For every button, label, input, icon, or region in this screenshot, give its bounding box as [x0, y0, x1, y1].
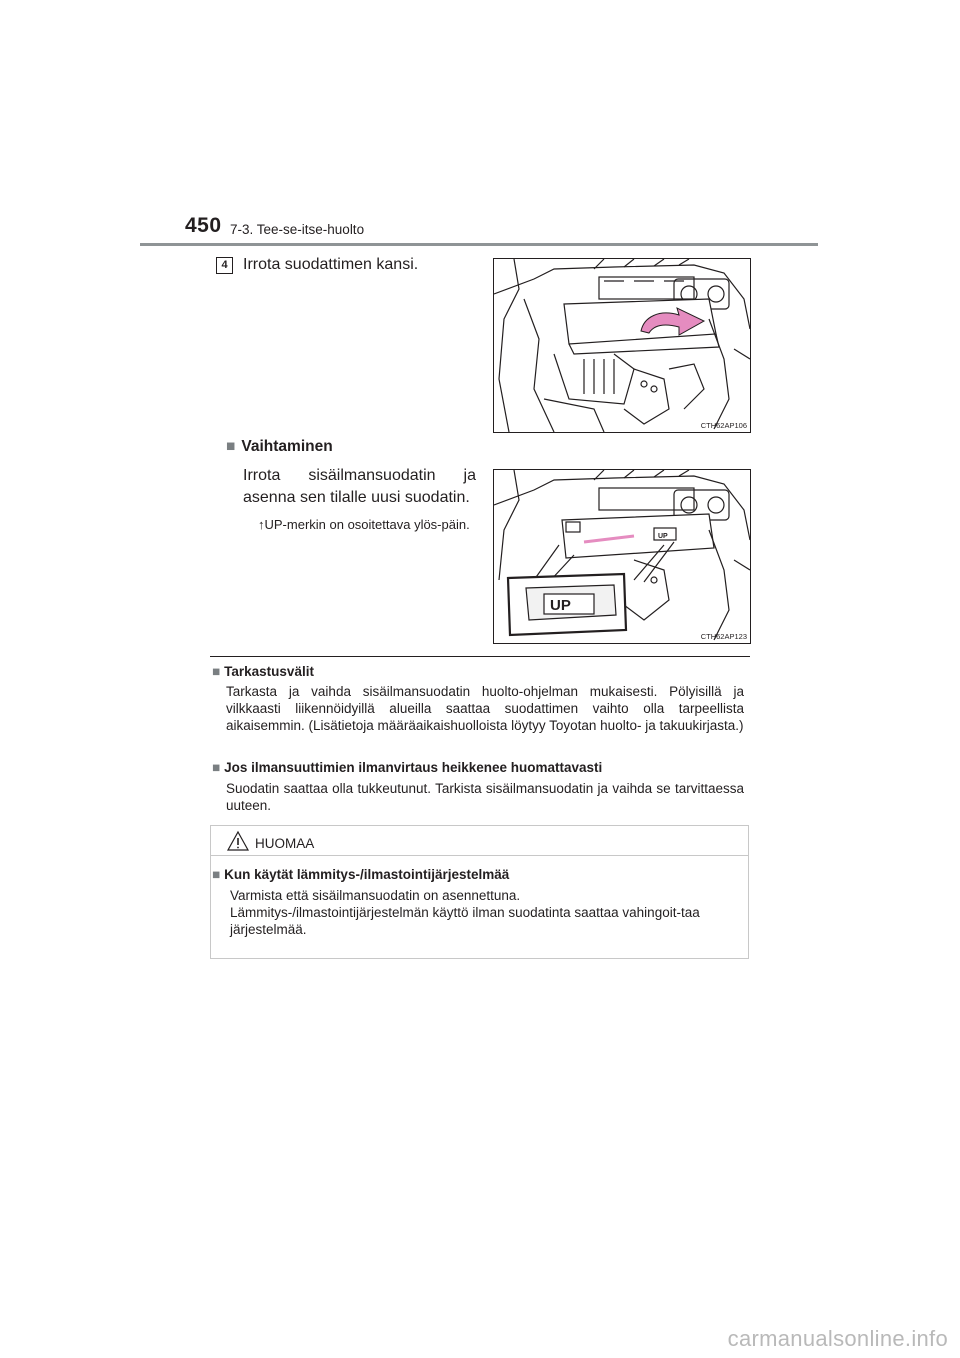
figure-code: CTH62AP106: [700, 421, 747, 430]
filter-replacement-illustration: [494, 470, 750, 643]
note-heading-airflow: ■ Jos ilmansuuttimien ilmanvirtaus heikkenee huomattavasti: [212, 760, 603, 775]
up-mark-label: UP: [550, 597, 571, 614]
square-bullet-icon: ■: [212, 867, 221, 882]
warning-triangle-icon: [226, 830, 250, 852]
caution-line-2: Lämmitys-/ilmastointijärjestelmän käyttö ilman suodatinta saattaa vahingoit-taa järjestelmää.: [230, 905, 700, 937]
caution-body: [230, 887, 744, 938]
square-bullet-icon: ■: [212, 760, 221, 775]
header-rule: [140, 243, 818, 246]
replacement-instruction: Irrota sisäilmansuodatin ja asenna sen tilalle uusi suodatin.: [243, 467, 476, 506]
section-divider: [210, 656, 750, 657]
up-arrow-icon: ↑: [258, 517, 265, 532]
note-body-intervals: Tarkasta ja vaihda sisäilmansuodatin huolto-ohjelman mukaisesti. Pölyisillä ja vilkkaasti liikennöidyillä alueilla saattaa suodattimen vaihto olla tarpeellista aikaisemmin. (Lisätietoja määräaikaishuolloista löytyy Toyotan huolto- ja takuukirjasta.): [226, 684, 744, 733]
figure-remove-cover: [493, 258, 751, 433]
square-bullet-icon: ■: [226, 438, 236, 455]
watermark: carmanualsonline.info: [727, 1326, 948, 1351]
figure-code: CTH62AP123: [700, 632, 747, 641]
up-mark-note: ↑UP-merkin on osoitettava ylös-päin.: [258, 517, 470, 532]
up-mark-small-label: UP: [658, 533, 668, 540]
caution-heading: ■ Kun käytät lämmitys-/ilmastointijärjestelmää: [212, 867, 510, 882]
caution-line-1: Varmista että sisäilmansuodatin on asennettuna.: [230, 888, 521, 903]
step-instruction: Irrota suodattimen kansi.: [243, 256, 419, 273]
step-number-badge: 4: [216, 257, 233, 274]
caution-label: HUOMAA: [255, 836, 315, 851]
replacement-heading: ■ Vaihtaminen: [226, 438, 333, 455]
filter-cover-illustration: [494, 259, 750, 432]
square-bullet-icon: ■: [212, 664, 221, 679]
note-heading-intervals: ■ Tarkastusvälit: [212, 664, 314, 679]
page-number: 450: [185, 214, 222, 237]
section-title: 7-3. Tee-se-itse-huolto: [230, 222, 365, 237]
caution-separator: [211, 855, 748, 856]
note-body-airflow: Suodatin saattaa olla tukkeutunut. Tarkista sisäilmansuodatin ja vaihda se tarvittaessa uuteen.: [226, 781, 744, 813]
figure-replace-filter: [493, 469, 751, 644]
